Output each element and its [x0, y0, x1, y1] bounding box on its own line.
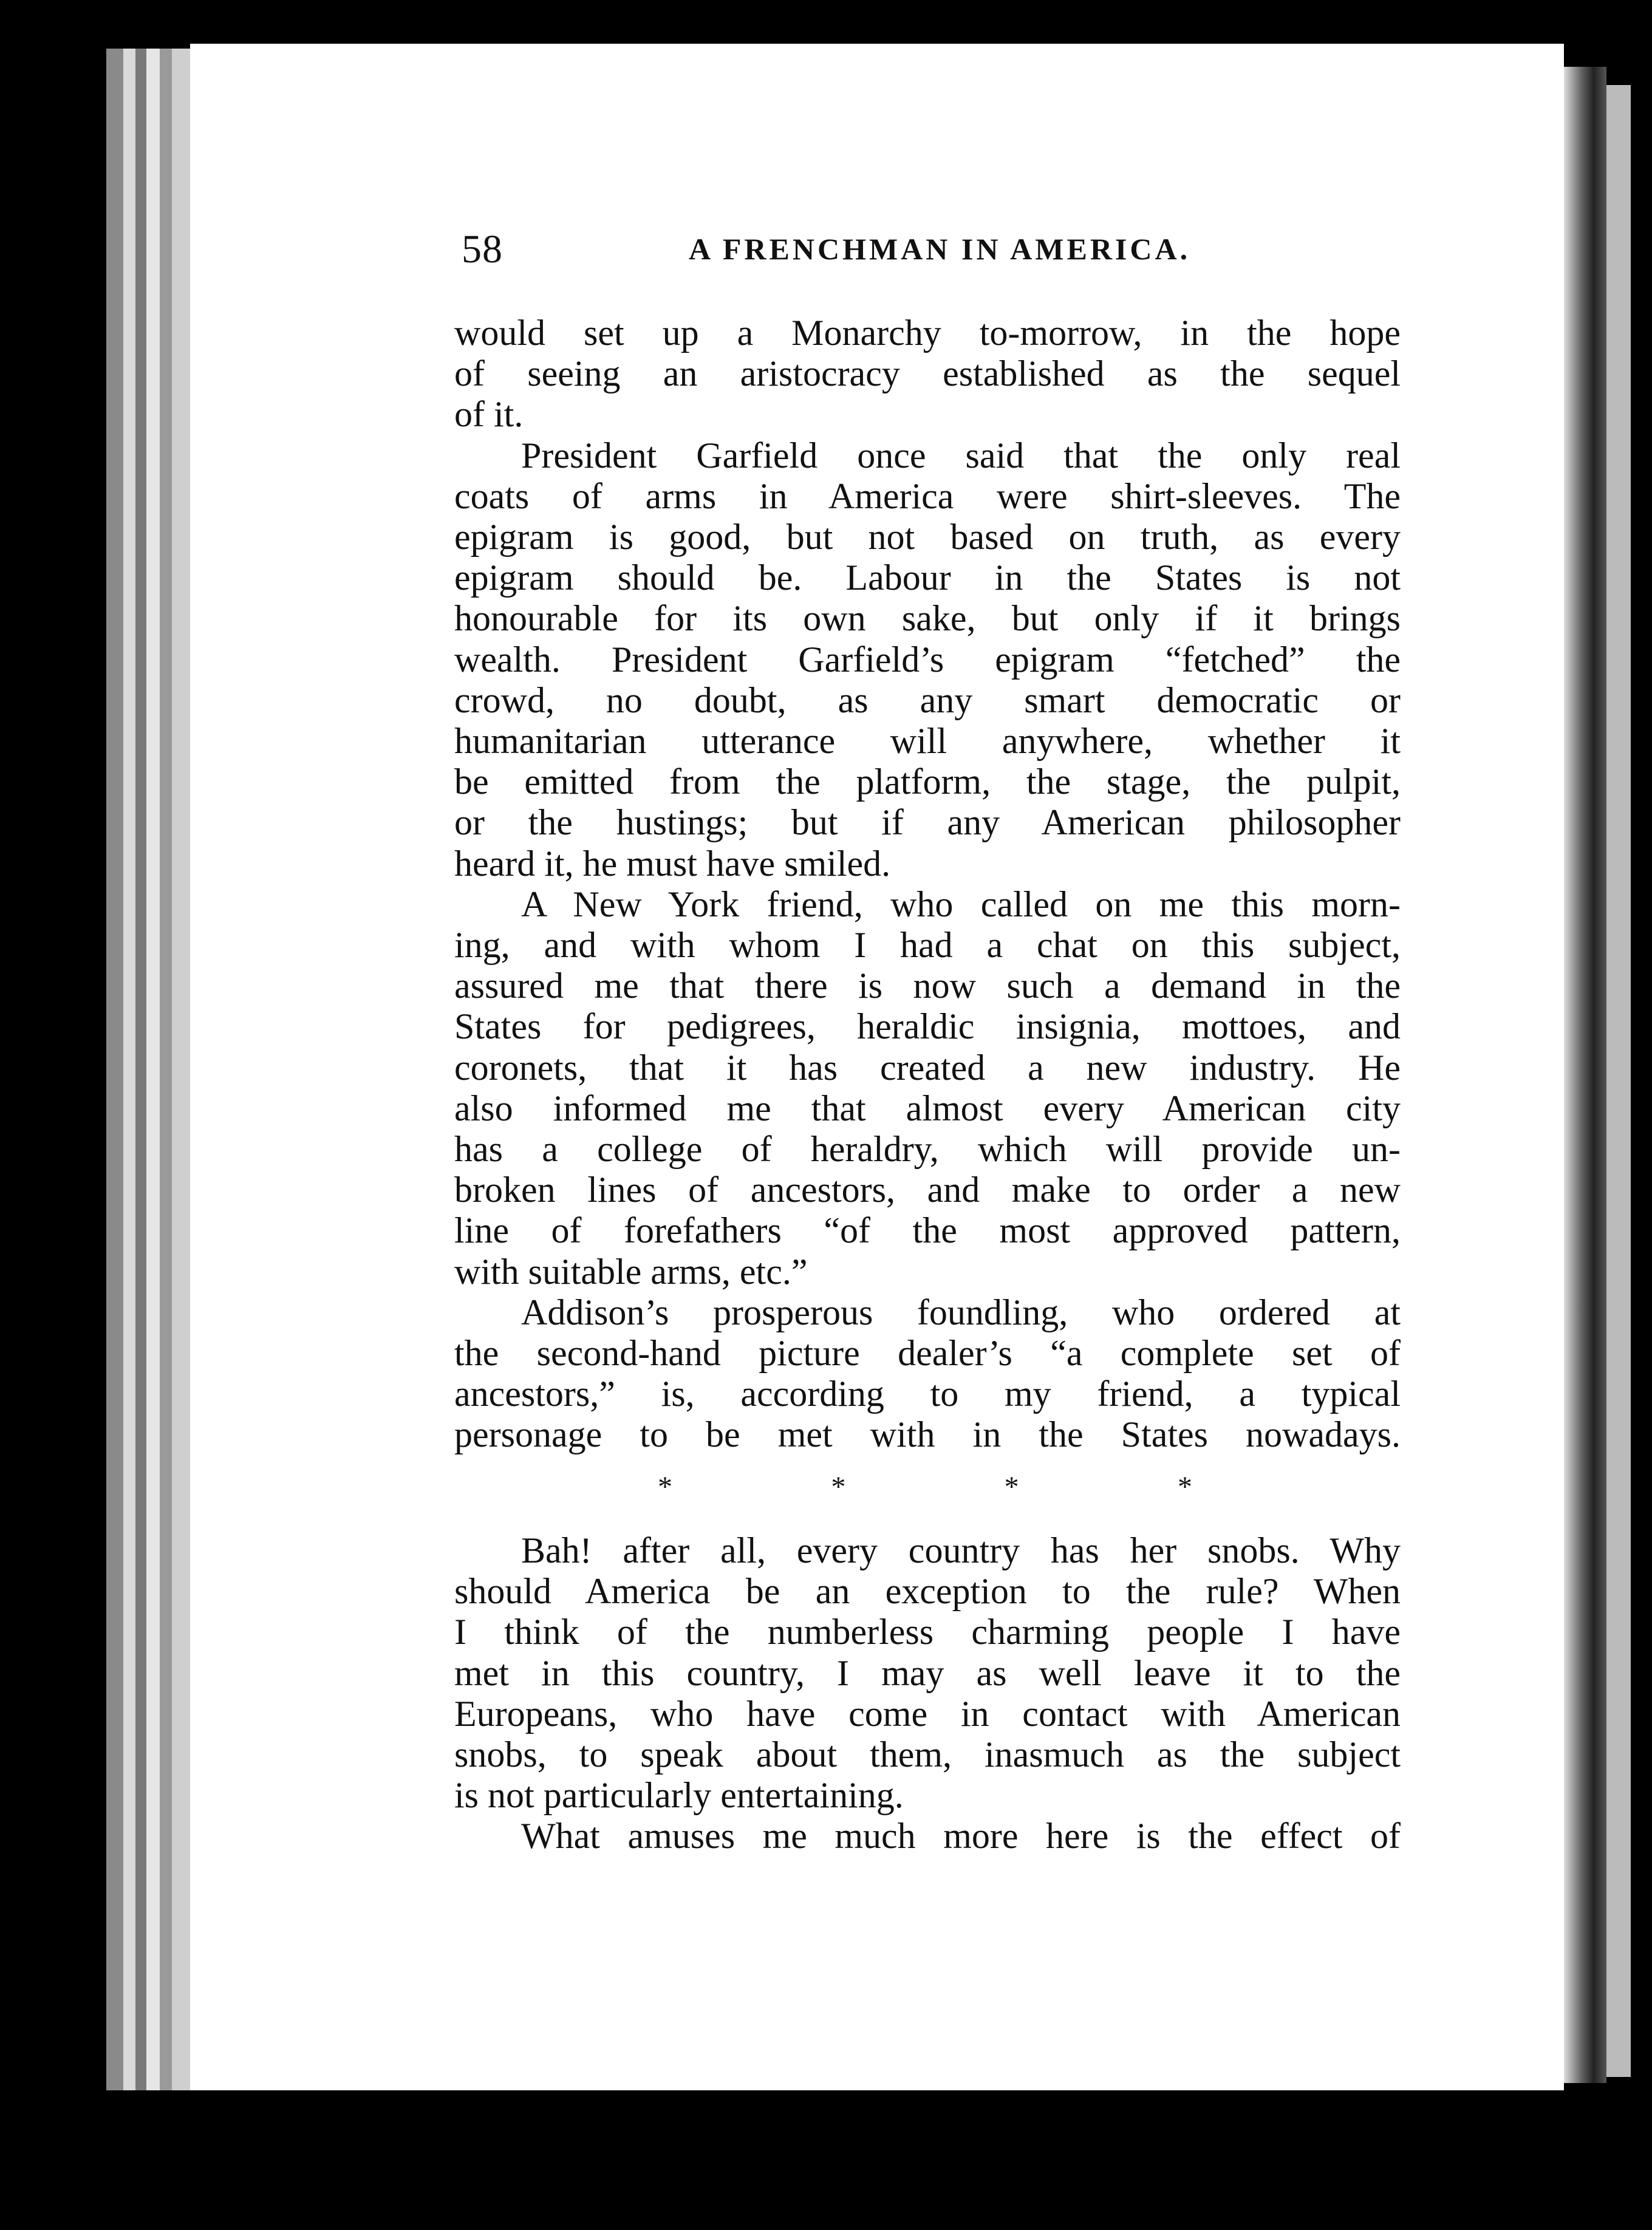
page-edge — [106, 49, 123, 2090]
text-line: humanitarian utterance will anywhere, whether it — [454, 721, 1401, 762]
text-line: broken lines of ancestors, and make to order a new — [454, 1170, 1401, 1210]
separator-asterisk: * — [1177, 1470, 1192, 1503]
text-line: personage to be met with in the States nowadays. — [454, 1414, 1401, 1455]
text-line: What amuses me much more here is the effect of — [521, 1816, 1401, 1857]
body-text — [454, 313, 1401, 1857]
text-line: met in this country, I may as well leave it to the — [454, 1652, 1401, 1693]
text-line: coronets, that it has created a new industry. He — [454, 1047, 1401, 1088]
text-line: States for pedigrees, heraldic insignia, mottoes, and — [454, 1006, 1401, 1047]
running-title: A FRENCHMAN IN AMERICA. — [689, 232, 1191, 266]
text-line: wealth. President Garfield’s epigram “fetched” the — [454, 639, 1401, 680]
page-edge — [146, 49, 160, 2090]
text-line: I think of the numberless charming people I have — [454, 1612, 1401, 1652]
page-edge — [160, 49, 172, 2090]
text-line: Europeans, who have come in contact with American — [454, 1693, 1401, 1734]
text-line: with suitable arms, etc.” — [454, 1251, 808, 1292]
binding-gutter — [1564, 67, 1606, 2083]
text-line: also informed me that almost every American city — [454, 1088, 1401, 1128]
text-line: ancestors,” is, according to my friend, a typical — [454, 1374, 1401, 1414]
text-line: crowd, no doubt, as any smart democratic or — [454, 680, 1401, 720]
text-line: epigram is good, but not based on truth, as every — [454, 517, 1401, 558]
text-line: has a college of heraldry, which will provide un- — [454, 1129, 1401, 1170]
text-line: of seeing an aristocracy established as the sequel — [454, 353, 1401, 394]
separator-asterisk: * — [831, 1470, 846, 1503]
text-line: President Garfield once said that the only real — [521, 435, 1401, 476]
facing-page-edge — [1606, 85, 1631, 2077]
page-edge — [172, 49, 190, 2090]
text-line: A New York friend, who called on me this morn- — [521, 884, 1401, 924]
text-block-second — [454, 1530, 1401, 1857]
separator-asterisk: * — [1004, 1470, 1019, 1503]
text-line: Bah! after all, every country has her snobs. Why — [521, 1530, 1401, 1570]
separator-asterisk: * — [658, 1470, 672, 1503]
text-line: would set up a Monarchy to-morrow, in the hope — [454, 313, 1401, 353]
running-header — [462, 227, 1190, 269]
text-line: Addison’s prosperous foundling, who ordered at — [521, 1292, 1401, 1332]
text-line: epigram should be. Labour in the States is not — [454, 558, 1401, 598]
page-edge — [135, 49, 146, 2090]
text-line: assured me that there is now such a demand in the — [454, 966, 1401, 1006]
text-line: heard it, he must have smiled. — [454, 843, 891, 884]
text-line: is not particularly entertaining. — [454, 1775, 904, 1816]
text-line: line of forefathers “of the most approved pattern, — [454, 1210, 1401, 1251]
text-line: the second-hand picture dealer’s “a complete set of — [454, 1333, 1401, 1374]
text-line: of it. — [454, 394, 524, 435]
text-line: honourable for its own sake, but only if it brings — [454, 598, 1401, 639]
page-number: 58 — [462, 227, 503, 271]
text-line: snobs, to speak about them, inasmuch as the subject — [454, 1734, 1401, 1775]
text-line: should America be an exception to the rule? When — [454, 1571, 1401, 1612]
text-line: be emitted from the platform, the stage, the pulpit, — [454, 762, 1401, 802]
section-separator — [658, 1467, 1192, 1507]
page-edge — [123, 49, 135, 2090]
text-line: ing, and with whom I had a chat on this subject, — [454, 925, 1401, 966]
text-line: or the hustings; but if any American philosopher — [454, 802, 1401, 843]
text-line: coats of arms in America were shirt-sleeves. The — [454, 476, 1401, 516]
text-block-first — [454, 313, 1401, 1456]
